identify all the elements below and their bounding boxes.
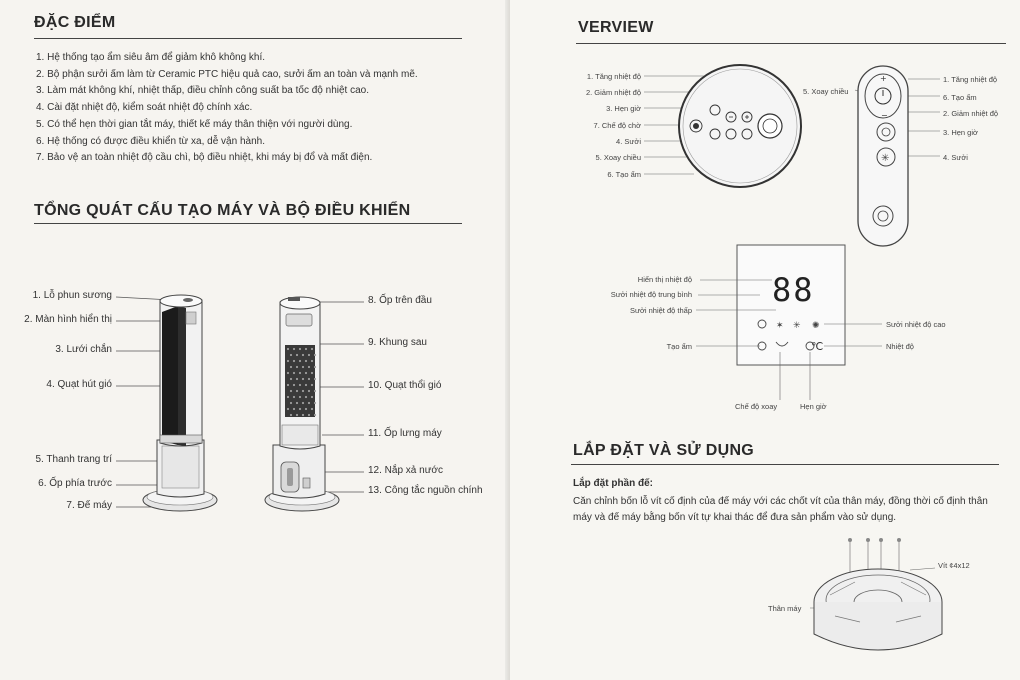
grille-hole [287, 408, 289, 410]
grille-hole [299, 408, 301, 410]
grille-hole [296, 366, 298, 368]
svg-text:−: − [881, 111, 888, 120]
install-rule [571, 464, 999, 465]
label-rear-frame: 9. Khung sau [368, 337, 427, 348]
install-subtitle: Lắp đặt phần đế: [573, 478, 653, 489]
label-back-cover: 11. Ốp lưng máy [368, 428, 442, 439]
grille-hole [290, 366, 292, 368]
grille-hole [290, 378, 292, 380]
grille-hole [305, 408, 307, 410]
grille-hole [311, 408, 313, 410]
grille-hole [308, 354, 310, 356]
display-label-temp: Hiển thị nhiệt độ [637, 275, 692, 284]
display-label-heat-low: Sưởi nhiệt độ thấp [629, 306, 692, 315]
panel-label-timer: 3. Hẹn giờ [606, 104, 641, 113]
label-base: 7. Đế máy [66, 500, 112, 511]
display-label-heat-medium: Sưởi nhiệt độ trung bình [610, 290, 692, 299]
grille-hole [290, 402, 292, 404]
label-front-cover: 6. Ốp phía trước [38, 478, 112, 489]
label-top-cover: 8. Ốp trên đầu [368, 295, 432, 306]
grille-hole [308, 378, 310, 380]
grille-hole [314, 366, 316, 368]
grille-hole [296, 402, 298, 404]
grille-hole [305, 372, 307, 374]
display-panel-diagram [510, 240, 1020, 420]
grille-hole [293, 348, 295, 350]
label-mist-outlet: 1. Lỗ phun sương [32, 290, 112, 301]
grille-hole [290, 354, 292, 356]
grille-hole [299, 372, 301, 374]
grille-hole [296, 414, 298, 416]
grille-hole [308, 390, 310, 392]
display-label-timer: Hẹn giờ [800, 402, 827, 411]
svg-text:✳: ✳ [793, 321, 801, 331]
grille-hole [311, 348, 313, 350]
grille-hole [296, 354, 298, 356]
panel-label-standby: 7. Chế độ chờ [593, 121, 641, 130]
install-text: Căn chỉnh bốn lỗ vít cố định của đế máy với các chốt vít của thân máy, đồng thời cố định thân máy và đế máy bằng bốn vít tự khai thác để đưa sản phẩm vào sử dụng. [573, 496, 988, 523]
grille-hole [305, 348, 307, 350]
grille-hole [311, 372, 313, 374]
remote-label-oscillate: 5. Xoay chiều [803, 87, 849, 96]
feature-item: 4. Cài đặt nhiệt độ, kiểm soát nhiệt độ chính xác. [36, 102, 253, 114]
svg-text:+: + [880, 74, 887, 83]
base-install-diagram [510, 530, 1020, 680]
grille-hole [314, 414, 316, 416]
grille-hole [311, 360, 313, 362]
grille-hole [293, 360, 295, 362]
remote-label-heat: 4. Sưởi [943, 153, 968, 162]
install-label-screw: Vít ¢4x12 [938, 561, 970, 570]
grille-hole [287, 384, 289, 386]
grille-hole [302, 414, 304, 416]
overview-title: VERVIEW [578, 19, 654, 36]
grille-hole [302, 402, 304, 404]
feature-item: 5. Có thể hẹn thời gian tắt máy, thiết kế máy thân thiện với người dùng. [36, 118, 353, 130]
label-grille: 3. Lưới chắn [55, 344, 112, 355]
panel-label-temp-down: 2. Giảm nhiệt độ [585, 88, 641, 97]
grille-hole [299, 360, 301, 362]
svg-text:✳: ✳ [881, 153, 890, 164]
feature-item: 7. Bảo vệ an toàn nhiệt độ cầu chì, bộ điều nhiệt, khi máy bị đổ và mất điện. [36, 152, 373, 164]
display-digits: 88 [772, 271, 815, 309]
label-blower-fan: 10. Quạt thổi gió [368, 380, 442, 391]
grille-hole [314, 354, 316, 356]
grille-hole [305, 396, 307, 398]
grille-hole [287, 396, 289, 398]
svg-text:✶: ✶ [776, 321, 784, 331]
display-label-heat-high: Sưởi nhiệt độ cao [886, 320, 946, 329]
display-label-oscillation: Chế độ xoay [735, 402, 778, 411]
grille-hole [287, 348, 289, 350]
grille-hole [293, 372, 295, 374]
grille-hole [314, 390, 316, 392]
grille-hole [302, 378, 304, 380]
grille-hole [308, 414, 310, 416]
grille-hole [299, 348, 301, 350]
label-display: 2. Màn hình hiển thị [24, 314, 112, 325]
grille-hole [308, 402, 310, 404]
display-label-humidify: Tạo ẩm [666, 342, 692, 351]
grille-hole [293, 408, 295, 410]
grille-hole [305, 360, 307, 362]
features-title: ĐẶC ĐIỂM [34, 14, 116, 31]
panel-label-heat: 4. Sưởi [616, 137, 641, 146]
grille-hole [311, 384, 313, 386]
grille-hole [302, 366, 304, 368]
install-title: LẮP ĐẶT VÀ SỬ DỤNG [573, 442, 755, 459]
feature-item: 2. Bộ phận sưởi ấm làm từ Ceramic PTC hiệu quả cao, sưởi ấm an toàn và mạnh mẽ. [36, 68, 418, 80]
grille-hole [308, 366, 310, 368]
panel-label-temp-up: 1. Tăng nhiệt độ [586, 72, 641, 81]
feature-item: 1. Hệ thống tạo ẩm siêu âm để giảm khô không khí. [36, 52, 266, 63]
grille-hole [296, 378, 298, 380]
panel-label-oscillate: 5. Xoay chiều [595, 153, 641, 162]
remote-label-temp-down: 2. Giảm nhiệt độ [943, 109, 999, 118]
panel-label-humidify: 6. Tạo ẩm [607, 170, 641, 179]
label-intake-fan: 4. Quạt hút gió [46, 379, 112, 390]
remote-label-humidify: 6. Tạo ẩm [943, 93, 977, 102]
svg-text:✺: ✺ [812, 321, 820, 331]
label-drain-cap: 12. Nắp xả nước [368, 465, 443, 476]
install-label-body: Thân máy [768, 604, 802, 613]
right-page [510, 0, 1020, 680]
label-decor-bar: 5. Thanh trang trí [35, 454, 112, 465]
remote-label-timer: 3. Hẹn giờ [943, 128, 978, 137]
grille-hole [293, 384, 295, 386]
celsius-symbol: ℃ [811, 341, 824, 353]
grille-hole [314, 378, 316, 380]
feature-item: 3. Làm mát không khí, nhiệt thấp, điều chỉnh công suất ba tốc độ nhiệt cao. [36, 85, 369, 97]
feature-item: 6. Hệ thống có được điều khiển từ xa, dễ vận hành. [36, 135, 265, 147]
remote-label-temp-up: 1. Tăng nhiệt độ [943, 75, 998, 84]
label-power-switch: 13. Công tắc nguồn chính [368, 485, 483, 496]
grille-hole [305, 384, 307, 386]
grille-hole [299, 384, 301, 386]
grille-hole [302, 390, 304, 392]
grille-hole [290, 390, 292, 392]
grille-hole [296, 390, 298, 392]
grille-hole [302, 354, 304, 356]
control-panel-diagram [510, 0, 1020, 260]
grille-hole [287, 360, 289, 362]
grille-hole [293, 396, 295, 398]
grille-hole [287, 372, 289, 374]
display-label-temperature: Nhiệt độ [886, 342, 914, 351]
grille-hole [314, 402, 316, 404]
structure-title: TỔNG QUÁT CẤU TẠO MÁY VÀ BỘ ĐIỀU KHIỂN [34, 202, 411, 219]
grille-hole [299, 396, 301, 398]
grille-hole [290, 414, 292, 416]
grille-hole [311, 396, 313, 398]
